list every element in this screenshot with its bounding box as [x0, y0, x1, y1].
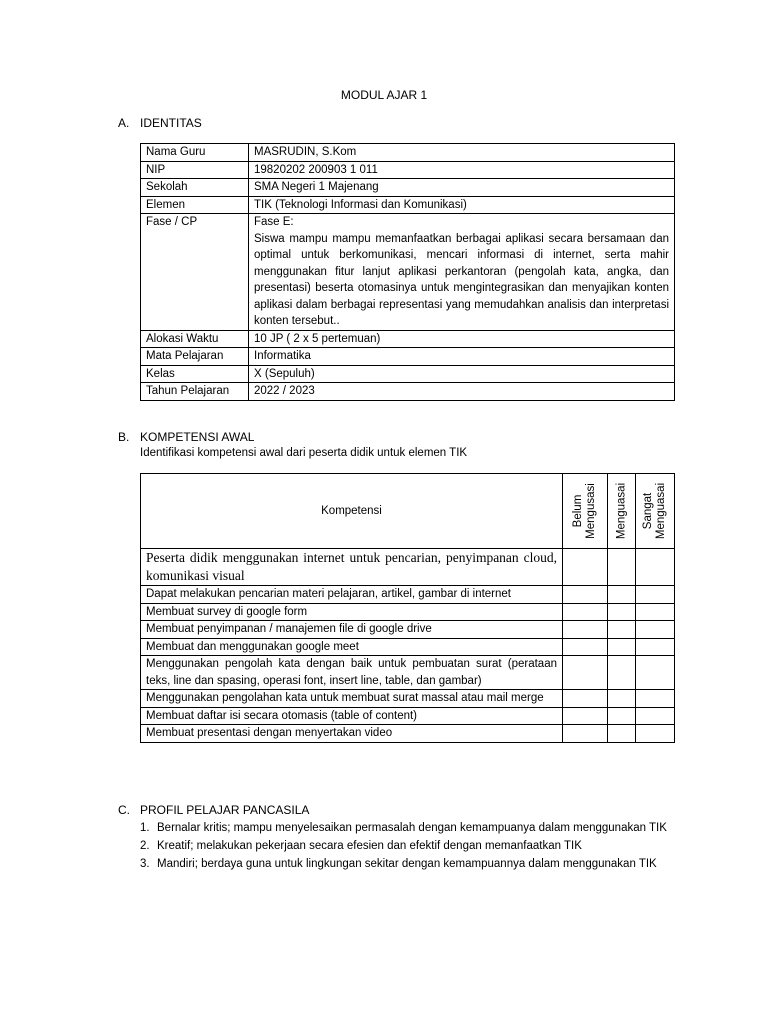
section-a-heading: [118, 116, 202, 130]
competence-table: [140, 473, 675, 743]
rating-cell: [636, 621, 675, 639]
section-b-letter: B.: [118, 430, 130, 444]
section-a-title: IDENTITAS: [140, 116, 202, 130]
list-number: 3.: [140, 858, 150, 870]
table-row: [141, 196, 675, 214]
rating-cell: [563, 690, 608, 708]
competence-item: Membuat survey di google form: [141, 603, 563, 621]
rating-cell: [608, 707, 636, 725]
table-row: [141, 621, 675, 639]
list-number: 2.: [140, 840, 150, 852]
table-row: [141, 707, 675, 725]
identity-label: NIP: [141, 161, 249, 179]
rating-cell: [608, 586, 636, 604]
rating-cell: [563, 656, 608, 690]
rating-cell: [563, 638, 608, 656]
table-header-row: [141, 474, 675, 549]
rating-cell: [636, 656, 675, 690]
identity-table: [140, 143, 675, 401]
section-b-subtitle: Identifikasi kompetensi awal dari peserta didik untuk elemen TIK: [140, 447, 468, 459]
section-a-letter: A.: [118, 116, 130, 130]
list-text: Kreatif; melakukan pekerjaan secara efesien dan efektif dengan memanfaatkan TIK: [157, 840, 582, 852]
section-c-heading: [118, 803, 309, 817]
column-header-kompetensi: Kompetensi: [141, 474, 563, 549]
header-label: Menguasai: [615, 482, 627, 540]
header-label: Belum Mengusasi: [572, 483, 597, 539]
section-b-heading: [118, 430, 254, 444]
competence-item: Membuat dan menggunakan google meet: [141, 638, 563, 656]
rating-cell: [563, 586, 608, 604]
list-item: [140, 838, 675, 855]
rating-cell: [563, 549, 608, 586]
rating-cell: [608, 690, 636, 708]
rating-cell: [608, 656, 636, 690]
list-item: [140, 856, 675, 873]
rating-cell: [636, 603, 675, 621]
table-row: [141, 144, 675, 162]
rating-cell: [636, 690, 675, 708]
identity-value: TIK (Teknologi Informasi dan Komunikasi): [249, 196, 675, 214]
competence-item: Menggunakan pengolah kata dengan baik untuk pembuatan surat (perataan teks, line dan spasing, operasi font, insert line, table, dan gambar): [141, 656, 563, 690]
table-row: [141, 549, 675, 586]
rating-cell: [563, 603, 608, 621]
section-c-title: PROFIL PELAJAR PANCASILA: [140, 803, 310, 817]
table-row: [141, 656, 675, 690]
rating-cell: [563, 621, 608, 639]
identity-label: Kelas: [141, 365, 249, 383]
table-row: [141, 214, 675, 331]
identity-label: Fase / CP: [141, 214, 249, 331]
table-row: [141, 725, 675, 743]
rating-cell: [563, 725, 608, 743]
competence-item: Dapat melakukan pencarian materi pelajaran, artikel, gambar di internet: [141, 586, 563, 604]
rating-cell: [608, 621, 636, 639]
fase-heading: Fase E:: [254, 216, 294, 228]
competence-item: Membuat presentasi dengan menyertakan video: [141, 725, 563, 743]
identity-value: SMA Negeri 1 Majenang: [249, 179, 675, 197]
rating-cell: [636, 725, 675, 743]
rating-cell: [636, 549, 675, 586]
table-row: [141, 330, 675, 348]
competence-item: Membuat daftar isi secara otomasis (table of content): [141, 707, 563, 725]
table-row: [141, 638, 675, 656]
identity-value: Informatika: [249, 348, 675, 366]
identity-label: Nama Guru: [141, 144, 249, 162]
rating-cell: [608, 725, 636, 743]
competence-item: Peserta didik menggunakan internet untuk pencarian, penyimpanan cloud, komunikasi visual: [141, 549, 563, 586]
table-row: [141, 365, 675, 383]
section-b-title: KOMPETENSI AWAL: [140, 430, 255, 444]
rating-cell: [563, 707, 608, 725]
rating-cell: [636, 586, 675, 604]
column-header-sangat: [636, 474, 675, 549]
identity-label: Alokasi Waktu: [141, 330, 249, 348]
identity-value: 19820202 200903 1 011: [249, 161, 675, 179]
identity-value: X (Sepuluh): [249, 365, 675, 383]
identity-label: Elemen: [141, 196, 249, 214]
table-row: [141, 586, 675, 604]
table-row: [141, 161, 675, 179]
rating-cell: [608, 603, 636, 621]
rating-cell: [608, 549, 636, 586]
table-row: [141, 348, 675, 366]
table-row: [141, 383, 675, 401]
section-c-letter: C.: [118, 803, 130, 817]
identity-label: Sekolah: [141, 179, 249, 197]
column-header-menguasai: [608, 474, 636, 549]
header-label: Sangat Menguasai: [642, 482, 667, 540]
column-header-belum: [563, 474, 608, 549]
fase-cell: [249, 214, 675, 331]
fase-description: Siswa mampu mampu memanfaatkan berbagai aplikasi secara bersamaan dan optimal untuk berkomunikasi, mencari informasi di internet, serta mahir menggunakan fitur lanjut aplikasi perkantoran (pengolah kata, angka, dan presentasi) beserta otomasinya untuk mengintegrasikan dan menyajikan konten aplikasi dalam berbagai representasi yang memudahkan analisis dan interpretasi konten tersebut..: [254, 232, 669, 327]
document-title: MODUL AJAR 1: [340, 88, 428, 102]
rating-cell: [636, 638, 675, 656]
profile-list: [140, 820, 675, 874]
identity-value: 2022 / 2023: [249, 383, 675, 401]
list-text: Bernalar kritis; mampu menyelesaikan permasalah dengan kemampuanya dalam menggunakan TIK: [157, 822, 667, 834]
table-row: [141, 690, 675, 708]
table-row: [141, 179, 675, 197]
list-item: [140, 820, 675, 837]
rating-cell: [636, 707, 675, 725]
identity-label: Tahun Pelajaran: [141, 383, 249, 401]
competence-item: Menggunakan pengolahan kata untuk membuat surat massal atau mail merge: [141, 690, 563, 708]
rating-cell: [608, 638, 636, 656]
identity-value: MASRUDIN, S.Kom: [249, 144, 675, 162]
identity-value: 10 JP ( 2 x 5 pertemuan): [249, 330, 675, 348]
table-row: [141, 603, 675, 621]
identity-label: Mata Pelajaran: [141, 348, 249, 366]
list-number: 1.: [140, 822, 150, 834]
competence-item: Membuat penyimpanan / manajemen file di google drive: [141, 621, 563, 639]
list-text: Mandiri; berdaya guna untuk lingkungan sekitar dengan kemampuannya dalam menggunakan TIK: [157, 858, 657, 870]
